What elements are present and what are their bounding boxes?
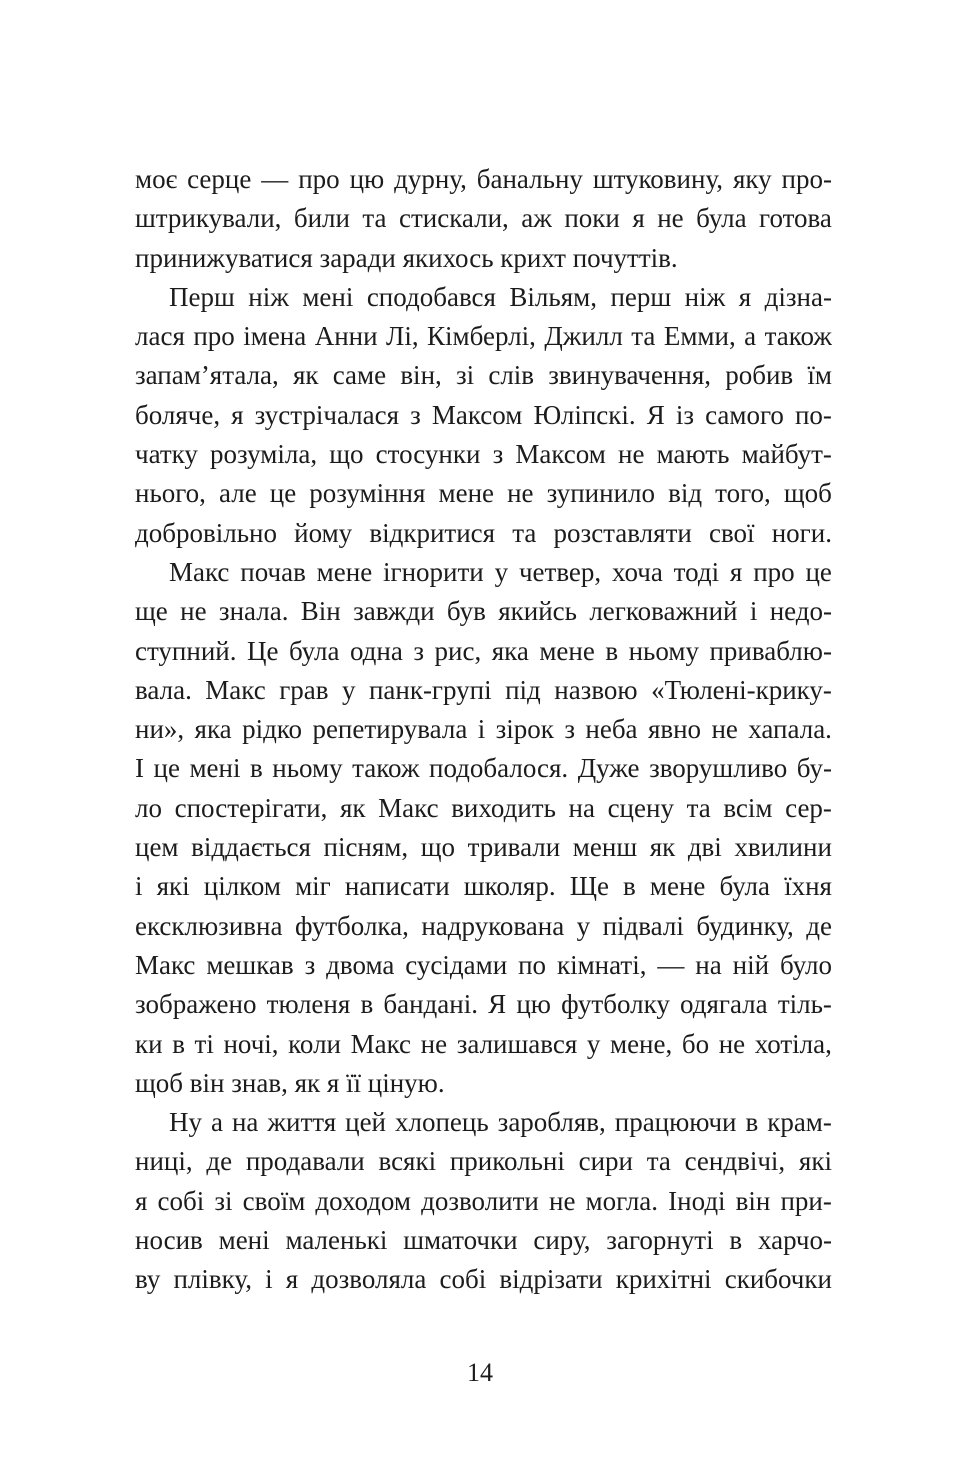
text-line: І це мені в ньому також подобалося. Дуже зворушливо бу- bbox=[135, 753, 832, 784]
page-number: 14 bbox=[467, 1358, 493, 1387]
text-line: зображено тюленя в бандані. Я цю футболку одягала тіль- bbox=[135, 989, 832, 1020]
text-line: вала. Макс грав у панк-групі під назвою «Тюлені-крику- bbox=[135, 674, 832, 705]
paragraph bbox=[135, 160, 832, 278]
text-line: і які цілком міг написати школяр. Ще в мене була їхня bbox=[135, 871, 832, 902]
text-line: добровільно йому відкритися та розставляти свої ноги. bbox=[135, 517, 832, 548]
text-line: Макс почав мене ігнорити у четвер, хоча тоді я про це bbox=[169, 556, 832, 587]
text-line: я собі зі своїм доходом дозволити не могла. Іноді він при- bbox=[135, 1185, 832, 1216]
text-line: принижуватися заради якихось крихт почуттів. bbox=[135, 242, 678, 273]
text-line: ву плівку, і я дозволяла собі відрізати крихітні скибочки bbox=[135, 1264, 832, 1295]
body-text bbox=[135, 160, 832, 1300]
text-line: цем віддається пісням, що тривали менш як дві хвилини bbox=[135, 832, 832, 863]
text-line: боляче, я зустрічалася з Максом Юліпскі. Я із самого по- bbox=[135, 399, 832, 430]
text-line: нього, але це розуміння мене не зупинило від того, щоб bbox=[135, 478, 832, 509]
text-line: ниці, де продавали всякі прикольні сири та сендвічі, які bbox=[135, 1146, 832, 1177]
text-line: чатку розуміла, що стосунки з Максом не мають майбут- bbox=[135, 439, 832, 470]
text-line: ексклюзивна футболка, надрукована у підвалі будинку, де bbox=[135, 910, 832, 941]
paragraph bbox=[135, 553, 832, 1103]
text-line: ки в ті ночі, коли Макс не залишався у мене, бо не хотіла, bbox=[135, 1028, 832, 1059]
text-line: ще не знала. Він завжди був якийсь легковажний і недо- bbox=[135, 596, 832, 627]
text-line: ступний. Це була одна з рис, яка мене в ньому приваблю- bbox=[135, 635, 832, 666]
paragraph bbox=[135, 1103, 832, 1299]
text-line: лася про імена Анни Лі, Кімберлі, Джилл та Емми, а також bbox=[135, 321, 832, 352]
text-line: моє серце — про цю дурну, банальну штуковину, яку про- bbox=[135, 164, 832, 194]
text-line: штрикували, били та стискали, аж поки я не була готова bbox=[135, 203, 832, 234]
text-line: Перш ніж мені сподобався Вільям, перш ніж я дізна- bbox=[169, 281, 832, 312]
text-line: щоб він знав, як я її ціную. bbox=[135, 1067, 445, 1098]
text-line: Макс мешкав з двома сусідами по кімнаті, — на ній було bbox=[135, 949, 832, 980]
text-line: ни», яка рідко репетирувала і зірок з неба явно не хапала. bbox=[135, 714, 832, 745]
text-line: ло спостерігати, як Макс виходить на сцену та всім сер- bbox=[135, 792, 832, 823]
paragraph bbox=[135, 278, 832, 553]
text-line: запам’ятала, як саме він, зі слів звинувачення, робив їм bbox=[135, 360, 832, 391]
text-line: Ну а на життя цей хлопець заробляв, працюючи в крам- bbox=[169, 1107, 832, 1138]
text-line: носив мені маленькі шматочки сиру, загорнуті в харчо- bbox=[135, 1225, 832, 1256]
